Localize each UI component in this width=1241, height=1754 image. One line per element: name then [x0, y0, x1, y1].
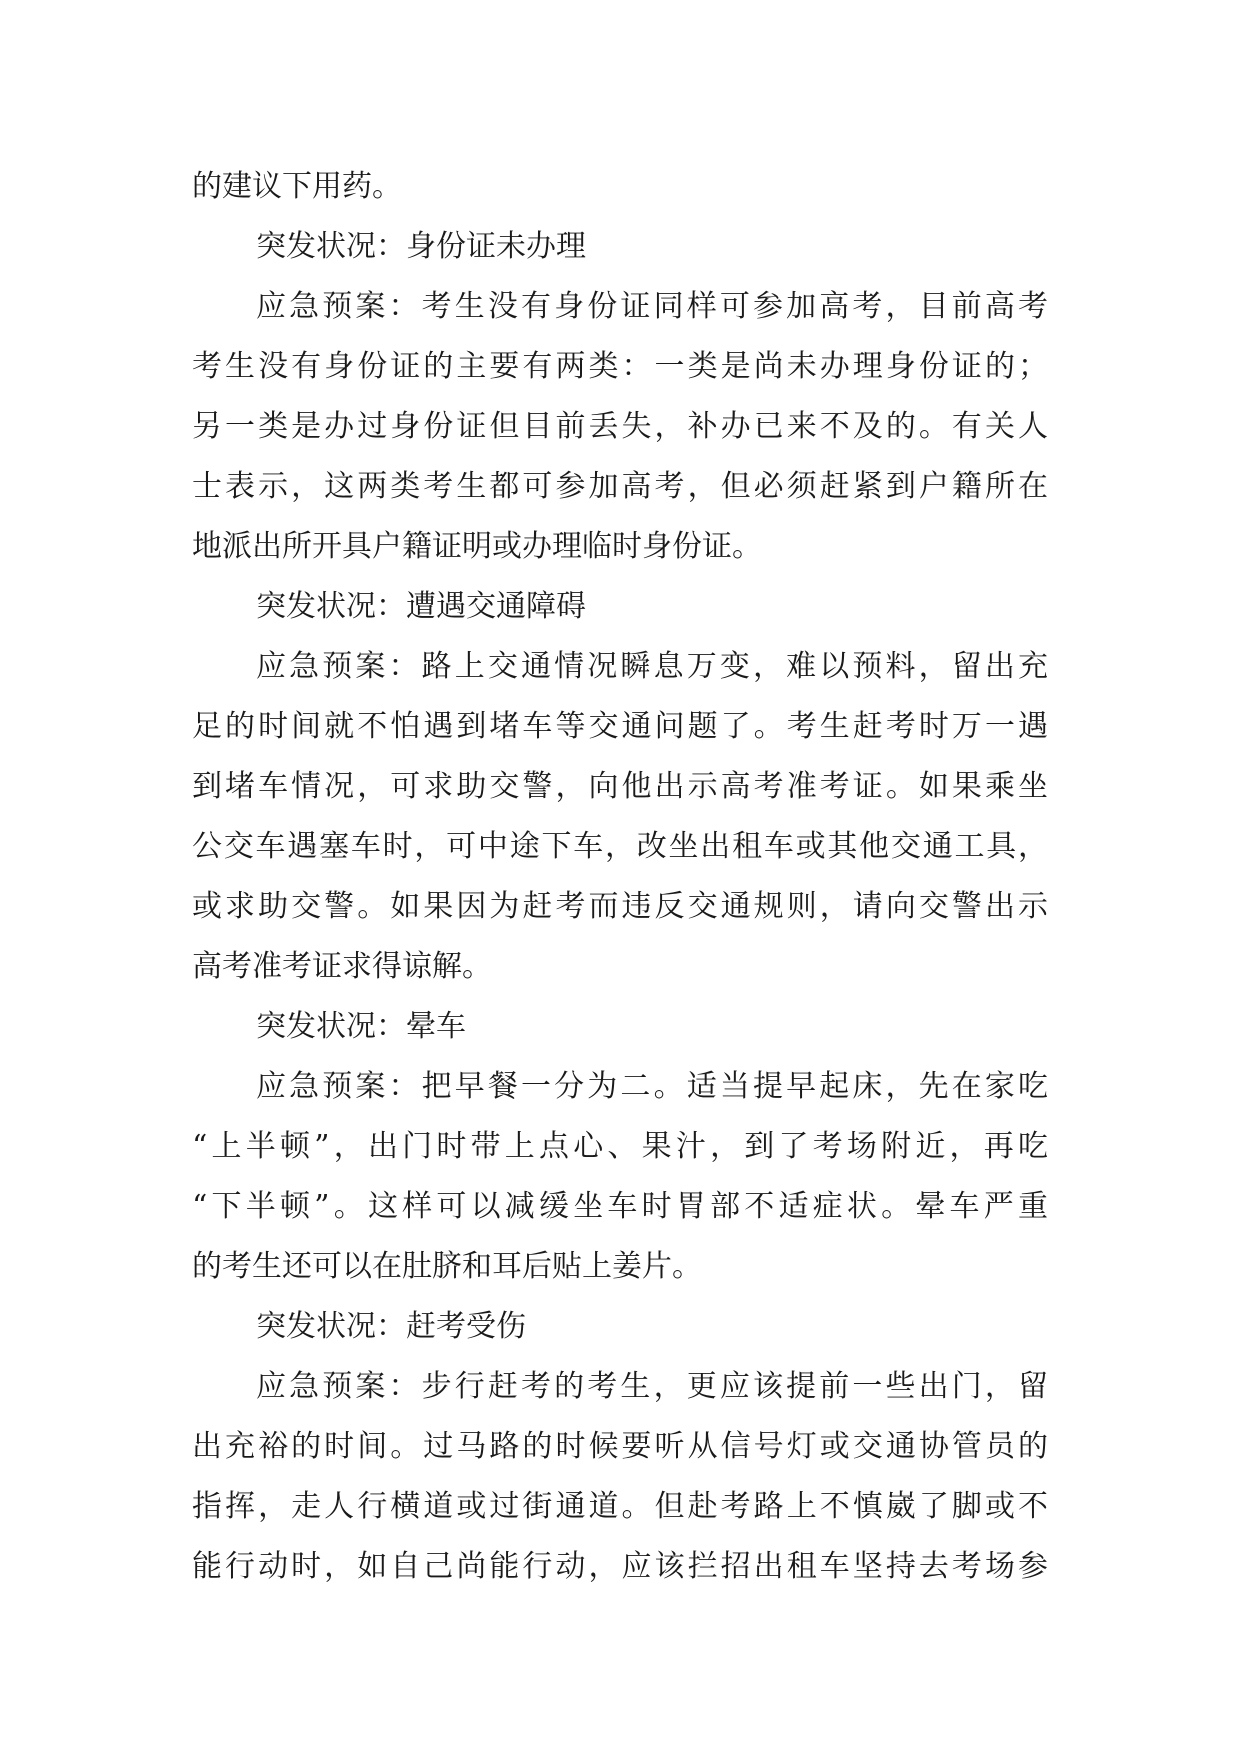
text-line: “上半顿”，出门时带上点心、果汁，到了考场附近，再吃: [192, 1129, 1048, 1164]
section-heading: 突发状况：晕车: [256, 1009, 466, 1044]
text-line: 能行动时，如自己尚能行动，应该拦招出租车坚持去考场参: [192, 1549, 1048, 1584]
text-line: “下半顿”。这样可以减缓坐车时胃部不适症状。晕车严重: [192, 1189, 1048, 1224]
text-line: 到堵车情况，可求助交警，向他出示高考准考证。如果乘坐: [192, 769, 1048, 804]
text-line: 出充裕的时间。过马路的时候要听从信号灯或交通协管员的: [192, 1429, 1048, 1464]
text-line: 或求助交警。如果因为赶考而违反交通规则，请向交警出示: [192, 889, 1048, 924]
text-line: 士表示，这两类考生都可参加高考，但必须赶紧到户籍所在: [192, 469, 1048, 504]
text-line: 应急预案：把早餐一分为二。适当提早起床，先在家吃: [256, 1069, 1048, 1104]
text-line: 指挥，走人行横道或过街通道。但赴考路上不慎崴了脚或不: [192, 1489, 1048, 1524]
text-line: 另一类是办过身份证但目前丢失，补办已来不及的。有关人: [192, 409, 1048, 444]
section-heading: 突发状况：身份证未办理: [256, 229, 586, 264]
text-line: 地派出所开具户籍证明或办理临时身份证。: [192, 529, 762, 564]
text-line: 应急预案：考生没有身份证同样可参加高考，目前高考: [256, 289, 1048, 324]
text-line: 的考生还可以在肚脐和耳后贴上姜片。: [192, 1249, 702, 1284]
section-heading: 突发状况：遭遇交通障碍: [256, 589, 586, 624]
text-line: 应急预案：路上交通情况瞬息万变，难以预料，留出充: [256, 649, 1048, 684]
text-line: 考生没有身份证的主要有两类：一类是尚未办理身份证的；: [192, 349, 1048, 384]
text-line: 高考准考证求得谅解。: [192, 949, 492, 984]
text-line: 的建议下用药。: [192, 169, 402, 204]
text-line: 足的时间就不怕遇到堵车等交通问题了。考生赶考时万一遇: [192, 709, 1048, 744]
text-line: 应急预案：步行赶考的考生，更应该提前一些出门，留: [256, 1369, 1048, 1404]
text-line: 公交车遇塞车时，可中途下车，改坐出租车或其他交通工具，: [192, 829, 1048, 864]
section-heading: 突发状况：赶考受伤: [256, 1309, 526, 1344]
